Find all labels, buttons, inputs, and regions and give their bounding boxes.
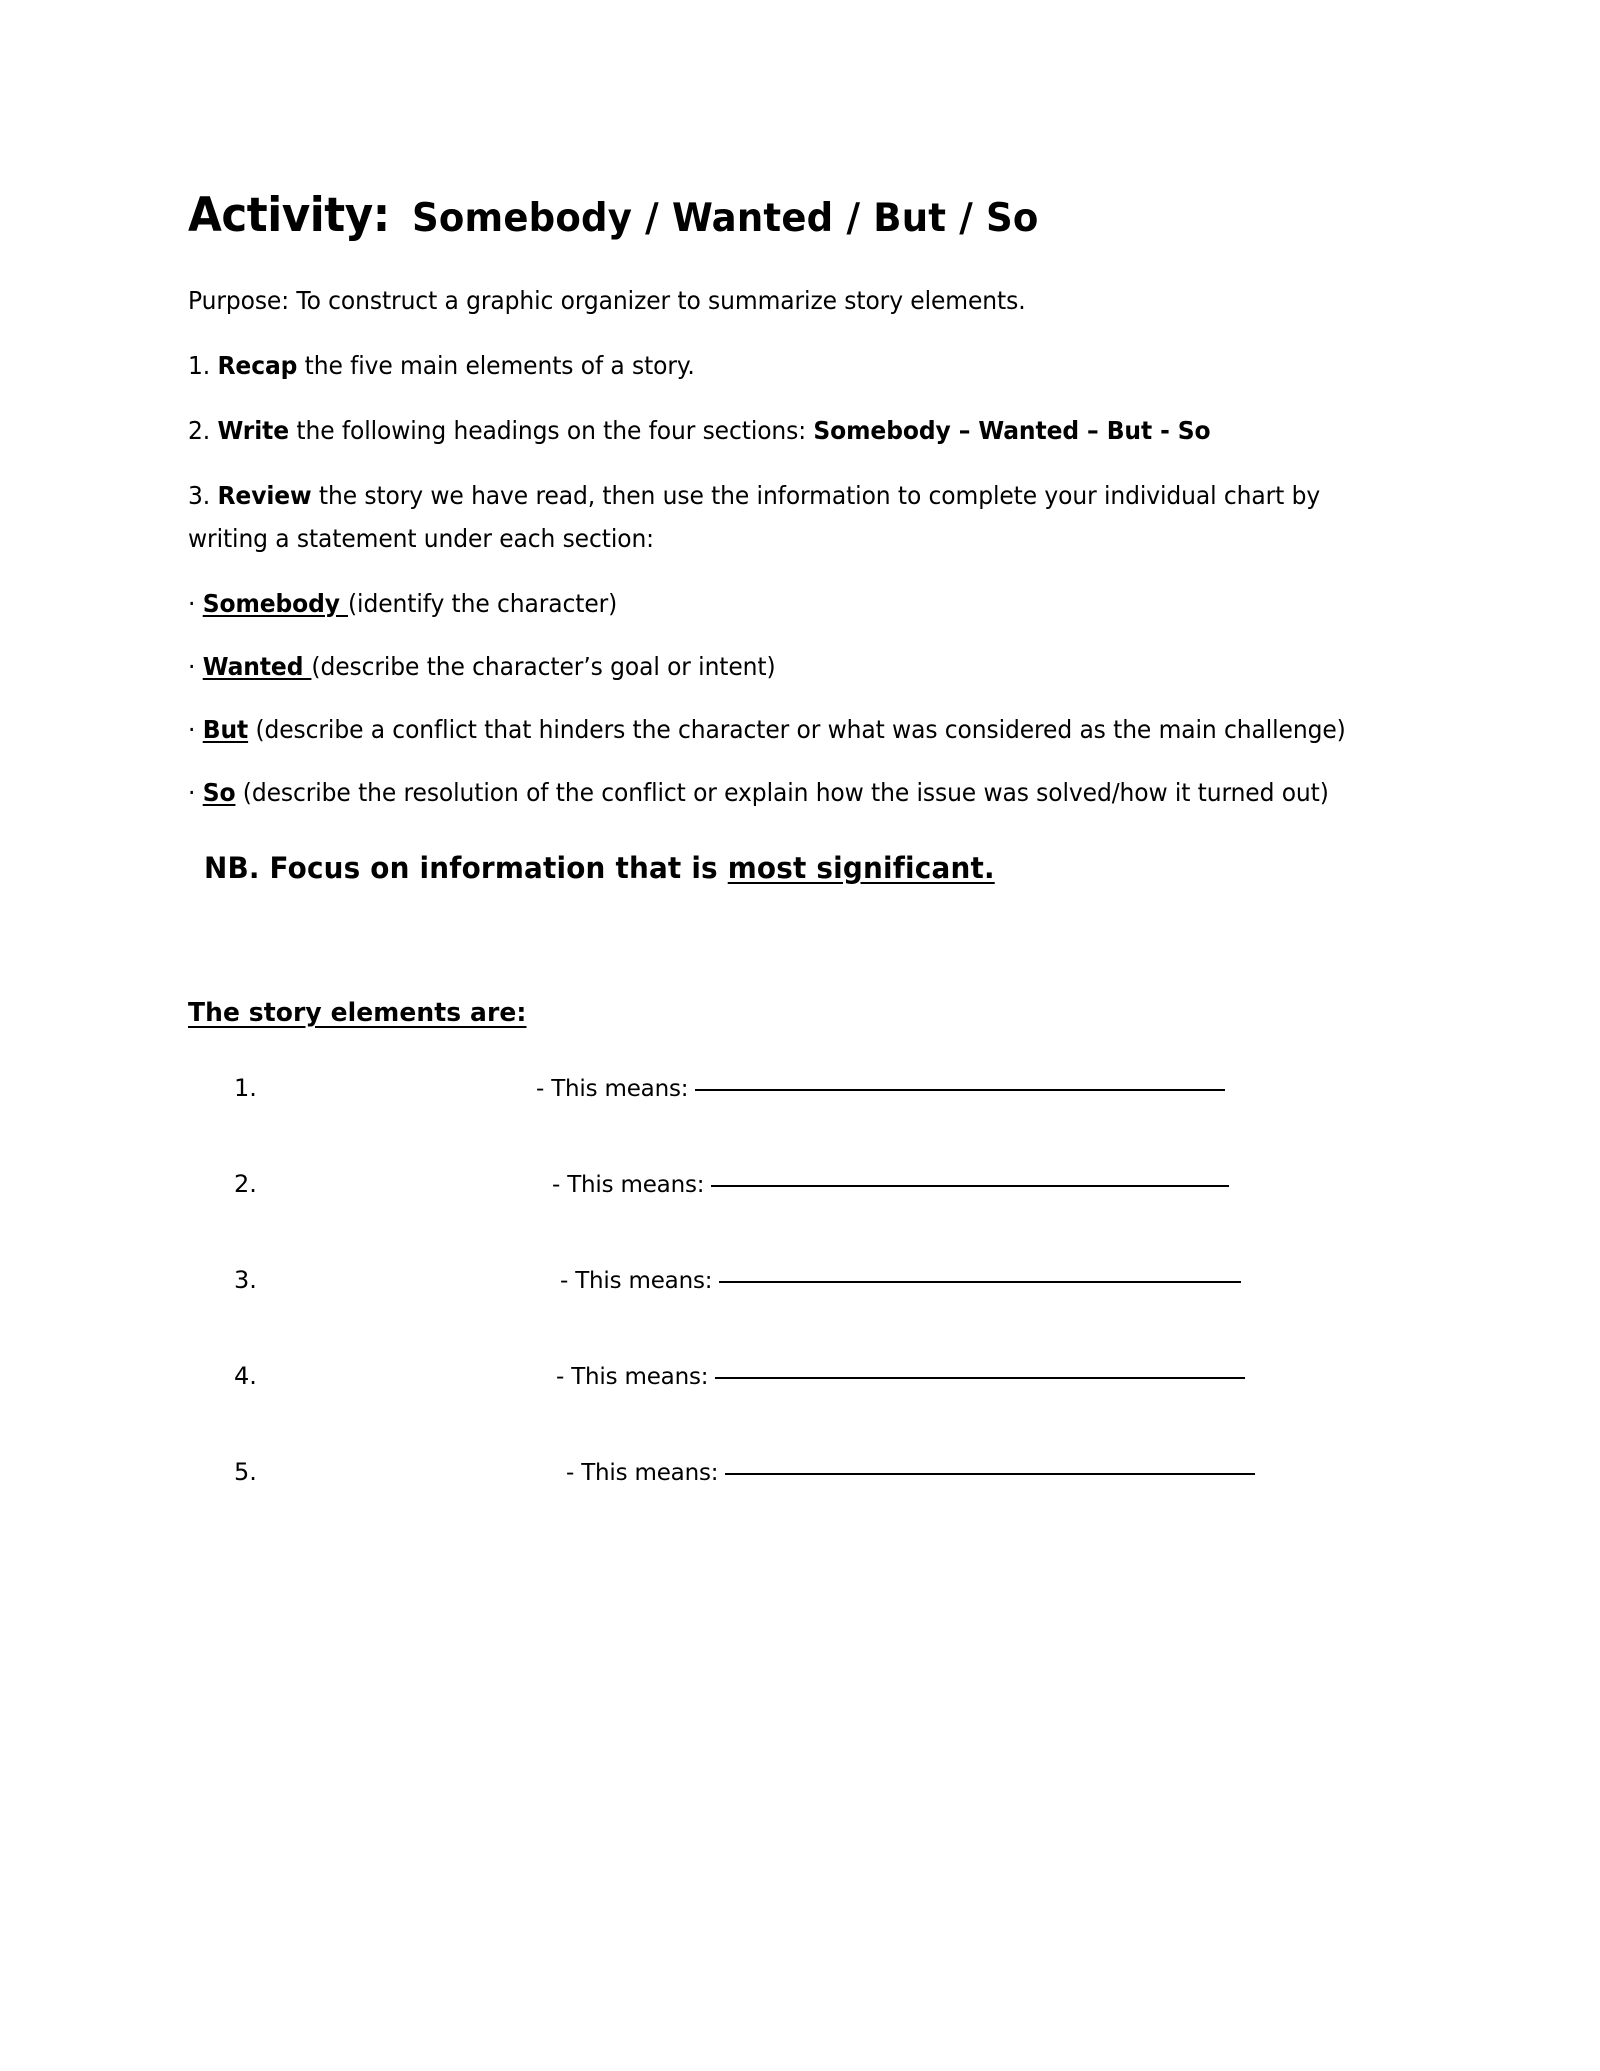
fill-row-means-label: - This means: (536, 1076, 689, 1102)
bullet-somebody-label: Somebody (202, 589, 349, 618)
fill-row-number: 5. (234, 1458, 257, 1486)
page-title (188, 188, 1408, 243)
fill-row-answer-line[interactable] (695, 1088, 1225, 1091)
step-2-number: 2. (188, 416, 211, 445)
fill-row-answer-line[interactable] (711, 1184, 1229, 1187)
bullet-marker-icon: · (188, 778, 196, 807)
bullet-wanted-label: Wanted (202, 652, 312, 681)
bullet-but (188, 708, 1353, 751)
fill-row-means-label: - This means: (566, 1460, 719, 1486)
fill-row-means-label: - This means: (556, 1364, 709, 1390)
bullet-but-label: But (202, 715, 249, 744)
step-3-text: the story we have read, then use the information to complete your individual chart by writing a statement under each section: (188, 481, 1321, 553)
note-prefix: NB. Focus on information that is (204, 851, 728, 885)
step-2-paragraph (188, 409, 1353, 452)
bullet-so-description: (describe the resolution of the conflict or explain how the issue was solved/how it turned out) (235, 778, 1329, 807)
fill-row-answer-line[interactable] (725, 1472, 1255, 1475)
story-elements-fill-list (188, 1074, 1408, 1554)
bullet-but-description: (describe a conflict that hinders the character or what was considered as the main challenge) (248, 715, 1346, 744)
fill-row-answer-line[interactable] (715, 1376, 1245, 1379)
bullet-so (188, 771, 1353, 814)
step-3-paragraph (188, 474, 1353, 560)
fill-row-means-label: - This means: (560, 1268, 713, 1294)
step-1-number: 1. (188, 351, 211, 380)
purpose-label: Purpose: (188, 286, 290, 315)
step-2-headings: Somebody – Wanted – But - So (813, 416, 1211, 445)
fill-row-number: 1. (234, 1074, 257, 1102)
step-2-keyword: Write (217, 416, 290, 445)
fill-row-means-label: - This means: (552, 1172, 705, 1198)
fill-row-number: 3. (234, 1266, 257, 1294)
purpose-paragraph (188, 279, 1353, 322)
step-1-text: the five main elements of a story. (297, 351, 695, 380)
fill-row (188, 1266, 1408, 1362)
step-3-number: 3. (188, 481, 211, 510)
step-1-keyword: Recap (217, 351, 298, 380)
elements-heading: The story elements are: (188, 998, 527, 1028)
bullet-somebody-description: (identify the character) (348, 589, 618, 618)
bullet-marker-icon: · (188, 715, 196, 744)
bullet-marker-icon: · (188, 589, 196, 618)
bullet-wanted (188, 645, 1353, 688)
fill-row (188, 1170, 1408, 1266)
note-emphasis: most significant. (727, 851, 995, 885)
elements-heading-wrap (188, 888, 1408, 1028)
fill-row (188, 1362, 1408, 1458)
fill-row-number: 4. (234, 1362, 257, 1390)
fill-row-answer-line[interactable] (719, 1280, 1241, 1283)
purpose-text: To construct a graphic organizer to summarize story elements. (289, 286, 1026, 315)
fill-row-number: 2. (234, 1170, 257, 1198)
fill-row (188, 1074, 1408, 1170)
document-content (188, 188, 1408, 1554)
bullet-somebody (188, 582, 1353, 625)
note-line (204, 848, 1360, 888)
title-main-text: Activity: (188, 188, 390, 243)
step-3-keyword: Review (217, 481, 312, 510)
bullet-marker-icon: · (188, 652, 196, 681)
bullet-so-label: So (202, 778, 236, 807)
bullet-wanted-description: (describe the character’s goal or intent) (311, 652, 776, 681)
step-1-paragraph (188, 344, 1353, 387)
title-subtitle-text: Somebody / Wanted / But / So (412, 196, 1039, 241)
fill-row (188, 1458, 1408, 1554)
step-2-text: the following headings on the four sections: (289, 416, 814, 445)
